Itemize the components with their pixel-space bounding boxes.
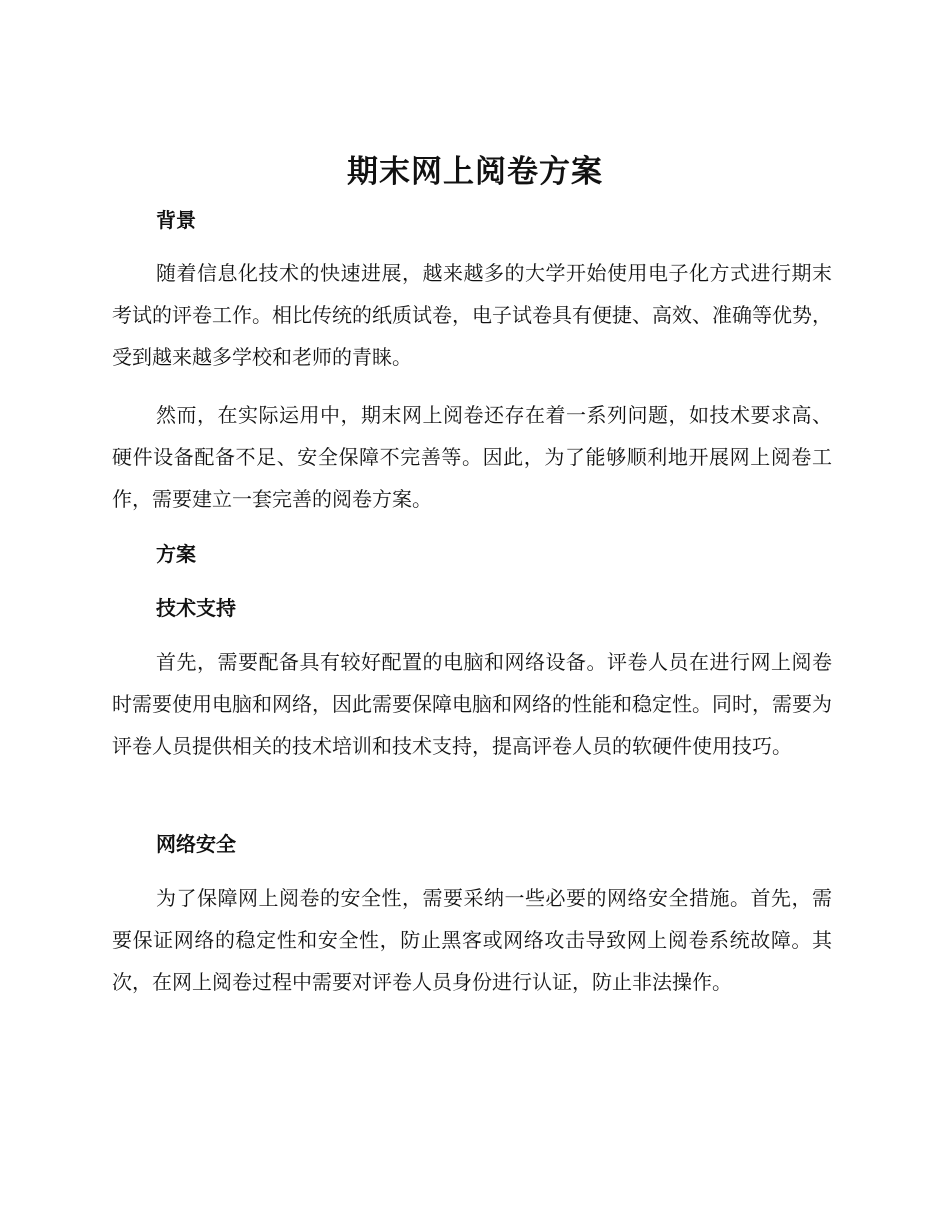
section-heading-plan: 方案 [156, 542, 196, 566]
document-title: 期末网上阅卷方案 [347, 154, 603, 190]
subsection-heading-tech-support: 技术支持 [156, 596, 236, 620]
section-heading-background: 背景 [156, 208, 196, 232]
paragraph-tech-support: 首先，需要配备具有较好配置的电脑和网络设备。评卷人员在进行网上阅卷时需要使用电脑和网络，因此需要保障电脑和网络的性能和稳定性。同时，需要为评卷人员提供相关的技术培训和技术支持，提高评卷人员的软硬件使用技巧。 [112, 650, 832, 758]
paragraph-background-2: 然而，在实际运用中，期末网上阅卷还存在着一系列问题，如技术要求高、硬件设备配备不足、安全保障不完善等。因此，为了能够顺利地开展网上阅卷工作，需要建立一套完善的阅卷方案。 [112, 403, 832, 511]
paragraph-background-1: 随着信息化技术的快速进展，越来越多的大学开始使用电子化方式进行期末考试的评卷工作。相比传统的纸质试卷，电子试卷具有便捷、高效、准确等优势，受到越来越多学校和老师的青睐。 [112, 261, 832, 369]
subsection-heading-network-security: 网络安全 [156, 832, 236, 856]
paragraph-network-security: 为了保障网上阅卷的安全性，需要采纳一些必要的网络安全措施。首先，需要保证网络的稳定性和安全性，防止黑客或网络攻击导致网上阅卷系统故障。其次，在网上阅卷过程中需要对评卷人员身份进行认证，防止非法操作。 [112, 886, 832, 994]
